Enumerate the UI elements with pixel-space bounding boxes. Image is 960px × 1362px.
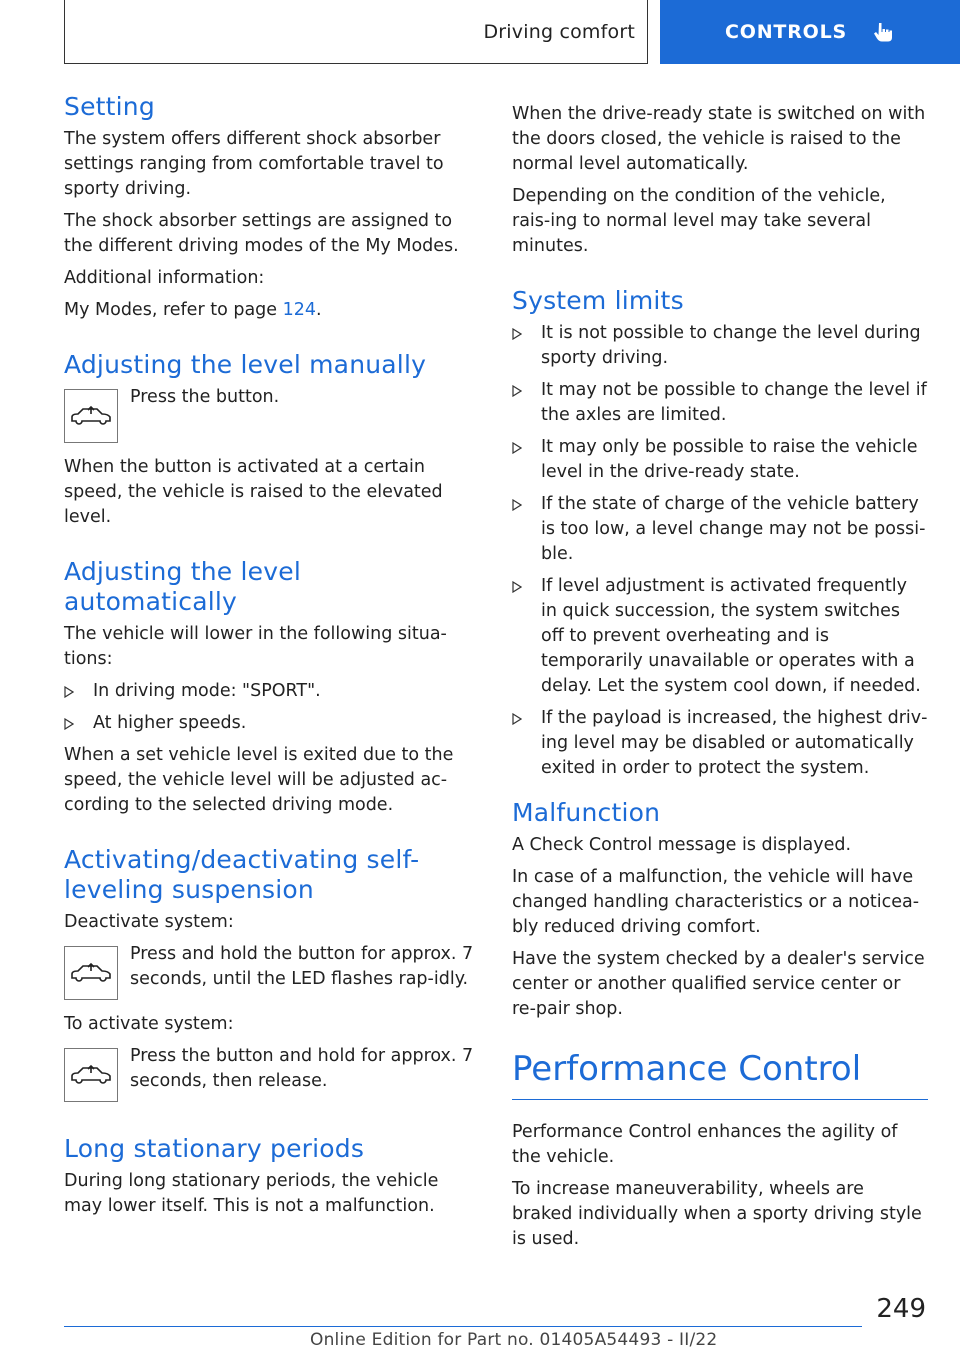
level-button-icon	[64, 946, 118, 1000]
header-section-box	[64, 0, 648, 64]
automatic-paragraph-1: The vehicle will lower in the following situa‐tions:	[64, 624, 447, 669]
heading-self-leveling: Activating/deactivating self-leveling suspension	[64, 845, 420, 904]
automatic-paragraph-2: When a set vehicle level is exited due to the speed, the vehicle level will be adjusted ac‐cording to the selected driving mode.	[64, 745, 454, 815]
triangle-bullet-icon	[64, 686, 74, 698]
heading-automatic-level: Adjusting the level automatically	[64, 557, 301, 616]
triangle-bullet-icon	[512, 442, 522, 454]
level-button-icon	[64, 389, 118, 443]
spacer	[512, 788, 928, 798]
setting-paragraph-4	[64, 298, 480, 323]
spacer	[64, 330, 480, 350]
list-item: If the payload is increased, the highest driv‐ing level may be disabled or automatically exited in order to protect the system.	[512, 706, 928, 781]
heading-setting: Setting	[64, 92, 155, 121]
header-chapter-box	[660, 0, 960, 64]
header-chapter-title: CONTROLS	[725, 21, 847, 43]
activate-instruction-text: Press the button and hold for approx. 7 seconds, then release.	[130, 1046, 474, 1091]
triangle-bullet-icon	[512, 713, 522, 725]
list-item: It is not possible to change the level during sporty driving.	[512, 321, 928, 371]
footer-divider	[64, 1326, 862, 1327]
header-section-title: Driving comfort	[483, 20, 635, 43]
spacer	[512, 1100, 928, 1120]
intro-paragraph-2: Depending on the condition of the vehicle, rais‐ing to normal level may take several minutes.	[512, 186, 886, 256]
heading-malfunction: Malfunction	[512, 798, 661, 827]
performance-paragraph-1: Performance Control enhances the agility of the vehicle.	[512, 1122, 898, 1167]
heading-performance-control: Performance Control	[512, 1049, 928, 1100]
spacer	[64, 537, 480, 557]
triangle-bullet-icon	[64, 718, 74, 730]
right-column	[512, 102, 928, 1259]
page-number: 249	[876, 1294, 926, 1324]
manual-button-text: Press the button.	[130, 387, 280, 407]
deactivate-instruction-text: Press and hold the button for approx. 7 seconds, until the LED flashes rap‐idly.	[130, 944, 474, 989]
spacer	[512, 1029, 928, 1049]
heading-long-stationary: Long stationary periods	[64, 1134, 365, 1163]
page-ref-link[interactable]: 124	[282, 300, 317, 320]
triangle-bullet-icon	[512, 499, 522, 511]
triangle-bullet-icon	[512, 328, 522, 340]
activate-instruction	[64, 1044, 480, 1102]
heading-manual-level: Adjusting the level manually	[64, 350, 427, 379]
deactivate-instruction	[64, 942, 480, 1000]
list-item: It may not be possible to change the level if the axles are limited.	[512, 378, 928, 428]
setting-paragraph-1: The system offers different shock absorber settings ranging from comfortable travel to sporty driving.	[64, 129, 444, 199]
self-leveling-deactivate-label: Deactivate system:	[64, 912, 234, 932]
manual-button-instruction	[64, 385, 480, 443]
stationary-paragraph: During long stationary periods, the vehicle may lower itself. This is not a malfunction.	[64, 1171, 439, 1216]
manual-paragraph: When the button is activated at a certain speed, the vehicle is raised to the elevated level.	[64, 457, 443, 527]
pointing-hand-icon	[873, 21, 895, 43]
footer-edition: Online Edition for Part no. 01405A54493 - II/22	[310, 1330, 718, 1350]
setting-paragraph-2: The shock absorber settings are assigned to the different driving modes of the My Modes.	[64, 211, 459, 256]
list-item: If the state of charge of the vehicle battery is too low, a level change may not be possi‐ble.	[512, 492, 928, 567]
performance-paragraph-2: To increase maneuverability, wheels are braked individually when a sporty driving style is used.	[512, 1179, 922, 1249]
limits-bullet-list	[512, 321, 928, 781]
triangle-bullet-icon	[512, 385, 522, 397]
setting-paragraph-3: Additional information:	[64, 268, 265, 288]
list-item: If level adjustment is activated frequently in quick succession, the system switches off to prevent overheating and is temporarily unavailable or operates with a delay. Let the system cool down, if needed.	[512, 574, 928, 699]
malfunction-paragraph-3: Have the system checked by a dealer's service center or another qualified service center or re‐pair shop.	[512, 949, 925, 1019]
list-item: In driving mode: "SPORT".	[64, 679, 480, 704]
level-button-icon	[64, 1048, 118, 1102]
spacer	[64, 1114, 480, 1134]
list-item: It may only be possible to raise the vehicle level in the drive-ready state.	[512, 435, 928, 485]
triangle-bullet-icon	[512, 581, 522, 593]
spacer	[64, 825, 480, 845]
spacer	[512, 266, 928, 286]
list-item: At higher speeds.	[64, 711, 480, 736]
page-ref-prefix: My Modes, refer to page	[64, 300, 283, 320]
page-ref-suffix: .	[316, 300, 322, 320]
heading-system-limits: System limits	[512, 286, 684, 315]
intro-paragraph-1: When the drive-ready state is switched on with the doors closed, the vehicle is raised to the normal level automatically.	[512, 104, 926, 174]
self-leveling-activate-label: To activate system:	[64, 1014, 234, 1034]
automatic-bullet-list	[64, 679, 480, 736]
left-column	[64, 92, 480, 1226]
malfunction-paragraph-1: A Check Control message is displayed.	[512, 835, 852, 855]
malfunction-paragraph-2: In case of a malfunction, the vehicle will have changed handling characteristics or a noticea‐bly reduced driving comfort.	[512, 867, 920, 937]
